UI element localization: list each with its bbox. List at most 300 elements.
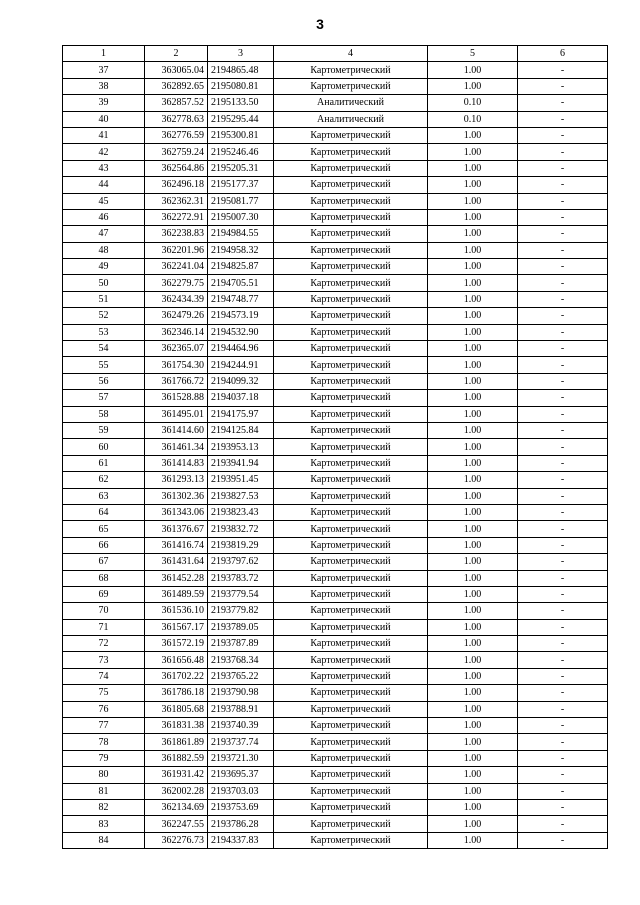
table-row (63, 832, 608, 848)
cell-coordinate-x: 362247.55 (145, 816, 208, 832)
table-row (63, 603, 608, 619)
cell-accuracy: 1.00 (428, 455, 518, 471)
cell-note: - (518, 177, 608, 193)
cell-note: - (518, 734, 608, 750)
table-row (63, 488, 608, 504)
cell-coordinate-x: 361489.59 (145, 586, 208, 602)
cell-accuracy: 1.00 (428, 242, 518, 258)
cell-coordinate-x: 362759.24 (145, 144, 208, 160)
cell-point-number: 45 (63, 193, 145, 209)
cell-method: Картометрический (274, 734, 428, 750)
cell-accuracy: 1.00 (428, 504, 518, 520)
cell-method: Картометрический (274, 373, 428, 389)
cell-note: - (518, 62, 608, 78)
header-col-6: 6 (518, 46, 608, 62)
header-col-1: 1 (63, 46, 145, 62)
cell-coordinate-y: 2194573.19 (208, 308, 274, 324)
cell-method: Картометрический (274, 570, 428, 586)
table-row (63, 62, 608, 78)
cell-note: - (518, 750, 608, 766)
table-header-row (63, 46, 608, 62)
cell-point-number: 80 (63, 767, 145, 783)
cell-coordinate-x: 362241.04 (145, 259, 208, 275)
cell-method: Картометрический (274, 488, 428, 504)
table-row (63, 472, 608, 488)
cell-coordinate-y: 2193721.30 (208, 750, 274, 766)
cell-coordinate-y: 2194125.84 (208, 422, 274, 438)
header-col-3: 3 (208, 46, 274, 62)
table-row (63, 455, 608, 471)
cell-coordinate-x: 362778.63 (145, 111, 208, 127)
cell-point-number: 71 (63, 619, 145, 635)
cell-coordinate-y: 2194099.32 (208, 373, 274, 389)
cell-coordinate-x: 362279.75 (145, 275, 208, 291)
cell-accuracy: 1.00 (428, 439, 518, 455)
cell-coordinate-x: 362479.26 (145, 308, 208, 324)
cell-point-number: 54 (63, 341, 145, 357)
cell-point-number: 59 (63, 422, 145, 438)
cell-method: Картометрический (274, 455, 428, 471)
cell-point-number: 70 (63, 603, 145, 619)
cell-accuracy: 0.10 (428, 111, 518, 127)
cell-accuracy: 1.00 (428, 78, 518, 94)
cell-note: - (518, 668, 608, 684)
cell-coordinate-y: 2193695.37 (208, 767, 274, 783)
cell-accuracy: 1.00 (428, 586, 518, 602)
cell-point-number: 63 (63, 488, 145, 504)
table-row (63, 799, 608, 815)
cell-coordinate-y: 2195080.81 (208, 78, 274, 94)
cell-method: Картометрический (274, 209, 428, 225)
cell-coordinate-y: 2194464.96 (208, 341, 274, 357)
cell-accuracy: 1.00 (428, 324, 518, 340)
cell-coordinate-x: 362857.52 (145, 95, 208, 111)
header-col-2: 2 (145, 46, 208, 62)
cell-coordinate-x: 361786.18 (145, 685, 208, 701)
cell-coordinate-x: 361702.22 (145, 668, 208, 684)
cell-coordinate-x: 361656.48 (145, 652, 208, 668)
cell-method: Аналитический (274, 95, 428, 111)
cell-point-number: 76 (63, 701, 145, 717)
cell-coordinate-x: 363065.04 (145, 62, 208, 78)
cell-accuracy: 1.00 (428, 734, 518, 750)
table-row (63, 324, 608, 340)
cell-method: Картометрический (274, 554, 428, 570)
cell-point-number: 81 (63, 783, 145, 799)
cell-coordinate-x: 361376.67 (145, 521, 208, 537)
cell-coordinate-x: 362362.31 (145, 193, 208, 209)
cell-accuracy: 1.00 (428, 472, 518, 488)
cell-coordinate-y: 2194175.97 (208, 406, 274, 422)
cell-accuracy: 1.00 (428, 357, 518, 373)
cell-coordinate-x: 361831.38 (145, 718, 208, 734)
table-row (63, 357, 608, 373)
cell-method: Картометрический (274, 259, 428, 275)
cell-point-number: 38 (63, 78, 145, 94)
table-row (63, 636, 608, 652)
cell-coordinate-y: 2193823.43 (208, 504, 274, 520)
cell-coordinate-x: 362276.73 (145, 832, 208, 848)
cell-method: Картометрический (274, 422, 428, 438)
cell-accuracy: 1.00 (428, 488, 518, 504)
cell-accuracy: 1.00 (428, 816, 518, 832)
table-row (63, 390, 608, 406)
table-row (63, 816, 608, 832)
cell-method: Картометрический (274, 226, 428, 242)
coordinates-table (62, 45, 608, 849)
cell-note: - (518, 226, 608, 242)
cell-coordinate-y: 2194958.32 (208, 242, 274, 258)
cell-coordinate-x: 361416.74 (145, 537, 208, 553)
cell-note: - (518, 193, 608, 209)
cell-method: Картометрический (274, 406, 428, 422)
cell-method: Картометрический (274, 701, 428, 717)
cell-method: Картометрический (274, 783, 428, 799)
cell-point-number: 84 (63, 832, 145, 848)
cell-coordinate-y: 2195081.77 (208, 193, 274, 209)
table-body (63, 62, 608, 849)
table-row (63, 341, 608, 357)
cell-accuracy: 1.00 (428, 767, 518, 783)
cell-point-number: 78 (63, 734, 145, 750)
cell-coordinate-x: 362346.14 (145, 324, 208, 340)
cell-accuracy: 1.00 (428, 832, 518, 848)
cell-method: Картометрический (274, 439, 428, 455)
table-row (63, 406, 608, 422)
cell-note: - (518, 619, 608, 635)
cell-coordinate-x: 362201.96 (145, 242, 208, 258)
cell-accuracy: 1.00 (428, 685, 518, 701)
cell-note: - (518, 308, 608, 324)
cell-coordinate-y: 2195295.44 (208, 111, 274, 127)
cell-accuracy: 1.00 (428, 160, 518, 176)
cell-note: - (518, 636, 608, 652)
cell-accuracy: 1.00 (428, 701, 518, 717)
cell-coordinate-x: 362776.59 (145, 127, 208, 143)
table-row (63, 504, 608, 520)
cell-point-number: 62 (63, 472, 145, 488)
cell-method: Картометрический (274, 603, 428, 619)
cell-coordinate-y: 2193765.22 (208, 668, 274, 684)
table-row (63, 209, 608, 225)
cell-coordinate-y: 2193819.29 (208, 537, 274, 553)
cell-coordinate-y: 2193779.82 (208, 603, 274, 619)
cell-note: - (518, 127, 608, 143)
cell-coordinate-y: 2195246.46 (208, 144, 274, 160)
cell-point-number: 39 (63, 95, 145, 111)
cell-coordinate-x: 361882.59 (145, 750, 208, 766)
cell-coordinate-x: 361414.83 (145, 455, 208, 471)
cell-point-number: 61 (63, 455, 145, 471)
cell-point-number: 49 (63, 259, 145, 275)
cell-method: Картометрический (274, 750, 428, 766)
header-col-4: 4 (274, 46, 428, 62)
cell-note: - (518, 144, 608, 160)
cell-method: Картометрический (274, 718, 428, 734)
cell-coordinate-x: 361343.06 (145, 504, 208, 520)
cell-method: Картометрический (274, 586, 428, 602)
cell-note: - (518, 603, 608, 619)
cell-note: - (518, 275, 608, 291)
cell-coordinate-x: 361572.19 (145, 636, 208, 652)
cell-point-number: 65 (63, 521, 145, 537)
cell-note: - (518, 832, 608, 848)
cell-accuracy: 1.00 (428, 177, 518, 193)
cell-coordinate-y: 2194984.55 (208, 226, 274, 242)
cell-method: Картометрический (274, 668, 428, 684)
cell-note: - (518, 95, 608, 111)
cell-accuracy: 1.00 (428, 390, 518, 406)
cell-method: Картометрический (274, 62, 428, 78)
cell-point-number: 64 (63, 504, 145, 520)
cell-accuracy: 1.00 (428, 783, 518, 799)
cell-point-number: 42 (63, 144, 145, 160)
cell-accuracy: 1.00 (428, 636, 518, 652)
cell-note: - (518, 242, 608, 258)
cell-coordinate-y: 2193941.94 (208, 455, 274, 471)
cell-coordinate-x: 362892.65 (145, 78, 208, 94)
cell-coordinate-x: 361528.88 (145, 390, 208, 406)
cell-coordinate-x: 362564.86 (145, 160, 208, 176)
cell-accuracy: 1.00 (428, 422, 518, 438)
table-row (63, 718, 608, 734)
table-row (63, 308, 608, 324)
cell-coordinate-x: 362238.83 (145, 226, 208, 242)
cell-accuracy: 1.00 (428, 668, 518, 684)
cell-note: - (518, 783, 608, 799)
cell-method: Картометрический (274, 341, 428, 357)
cell-accuracy: 1.00 (428, 619, 518, 635)
cell-method: Картометрический (274, 177, 428, 193)
cell-point-number: 68 (63, 570, 145, 586)
table-row (63, 144, 608, 160)
table-row (63, 521, 608, 537)
table-row (63, 160, 608, 176)
cell-point-number: 72 (63, 636, 145, 652)
cell-note: - (518, 390, 608, 406)
cell-coordinate-y: 2193787.89 (208, 636, 274, 652)
table-row (63, 652, 608, 668)
cell-coordinate-x: 362365.07 (145, 341, 208, 357)
table-row (63, 78, 608, 94)
cell-point-number: 73 (63, 652, 145, 668)
cell-method: Картометрический (274, 816, 428, 832)
table-row (63, 668, 608, 684)
table-row (63, 586, 608, 602)
cell-point-number: 41 (63, 127, 145, 143)
cell-method: Картометрический (274, 504, 428, 520)
cell-note: - (518, 324, 608, 340)
cell-point-number: 53 (63, 324, 145, 340)
cell-accuracy: 1.00 (428, 799, 518, 815)
cell-point-number: 56 (63, 373, 145, 389)
cell-method: Картометрический (274, 324, 428, 340)
cell-coordinate-x: 361931.42 (145, 767, 208, 783)
table-row (63, 226, 608, 242)
cell-point-number: 74 (63, 668, 145, 684)
cell-accuracy: 1.00 (428, 603, 518, 619)
cell-point-number: 58 (63, 406, 145, 422)
table-row (63, 734, 608, 750)
cell-coordinate-x: 362134.69 (145, 799, 208, 815)
table-row (63, 177, 608, 193)
cell-note: - (518, 816, 608, 832)
cell-accuracy: 1.00 (428, 521, 518, 537)
table-row (63, 291, 608, 307)
cell-coordinate-y: 2194705.51 (208, 275, 274, 291)
cell-method: Картометрический (274, 308, 428, 324)
cell-point-number: 75 (63, 685, 145, 701)
cell-accuracy: 1.00 (428, 406, 518, 422)
cell-method: Картометрический (274, 160, 428, 176)
cell-point-number: 82 (63, 799, 145, 815)
cell-point-number: 57 (63, 390, 145, 406)
cell-note: - (518, 537, 608, 553)
cell-coordinate-y: 2193789.05 (208, 619, 274, 635)
cell-coordinate-y: 2194337.83 (208, 832, 274, 848)
cell-method: Картометрический (274, 78, 428, 94)
cell-coordinate-x: 361861.89 (145, 734, 208, 750)
cell-accuracy: 1.00 (428, 373, 518, 389)
page-number: 3 (316, 16, 324, 32)
cell-coordinate-y: 2193753.69 (208, 799, 274, 815)
cell-coordinate-y: 2194865.48 (208, 62, 274, 78)
cell-coordinate-y: 2193790.98 (208, 685, 274, 701)
cell-point-number: 40 (63, 111, 145, 127)
cell-accuracy: 1.00 (428, 62, 518, 78)
cell-note: - (518, 373, 608, 389)
cell-coordinate-x: 361495.01 (145, 406, 208, 422)
cell-point-number: 52 (63, 308, 145, 324)
cell-accuracy: 1.00 (428, 570, 518, 586)
table-row (63, 193, 608, 209)
cell-point-number: 55 (63, 357, 145, 373)
cell-method: Картометрический (274, 291, 428, 307)
cell-note: - (518, 799, 608, 815)
header-col-5: 5 (428, 46, 518, 62)
cell-point-number: 47 (63, 226, 145, 242)
cell-method: Картометрический (274, 619, 428, 635)
cell-accuracy: 1.00 (428, 144, 518, 160)
cell-note: - (518, 291, 608, 307)
cell-coordinate-y: 2194532.90 (208, 324, 274, 340)
table-row (63, 783, 608, 799)
cell-coordinate-x: 361431.64 (145, 554, 208, 570)
cell-note: - (518, 78, 608, 94)
cell-coordinate-y: 2195007.30 (208, 209, 274, 225)
cell-method: Картометрический (274, 390, 428, 406)
cell-note: - (518, 472, 608, 488)
cell-method: Картометрический (274, 275, 428, 291)
cell-note: - (518, 439, 608, 455)
cell-note: - (518, 685, 608, 701)
cell-coordinate-y: 2193737.74 (208, 734, 274, 750)
cell-note: - (518, 406, 608, 422)
cell-point-number: 69 (63, 586, 145, 602)
cell-coordinate-y: 2194037.18 (208, 390, 274, 406)
cell-accuracy: 1.00 (428, 259, 518, 275)
cell-note: - (518, 341, 608, 357)
table-row (63, 570, 608, 586)
table-row (63, 242, 608, 258)
cell-point-number: 67 (63, 554, 145, 570)
cell-coordinate-y: 2194748.77 (208, 291, 274, 307)
cell-coordinate-y: 2193951.45 (208, 472, 274, 488)
cell-note: - (518, 570, 608, 586)
cell-point-number: 48 (63, 242, 145, 258)
cell-coordinate-x: 361754.30 (145, 357, 208, 373)
cell-note: - (518, 259, 608, 275)
cell-method: Аналитический (274, 111, 428, 127)
cell-point-number: 79 (63, 750, 145, 766)
table-row (63, 259, 608, 275)
table-row (63, 373, 608, 389)
cell-coordinate-y: 2193740.39 (208, 718, 274, 734)
cell-coordinate-y: 2193827.53 (208, 488, 274, 504)
cell-coordinate-y: 2193786.28 (208, 816, 274, 832)
cell-note: - (518, 586, 608, 602)
cell-note: - (518, 554, 608, 570)
cell-note: - (518, 357, 608, 373)
cell-note: - (518, 718, 608, 734)
cell-accuracy: 1.00 (428, 554, 518, 570)
cell-coordinate-x: 361461.34 (145, 439, 208, 455)
cell-point-number: 83 (63, 816, 145, 832)
cell-note: - (518, 521, 608, 537)
cell-coordinate-y: 2193703.03 (208, 783, 274, 799)
table-row (63, 701, 608, 717)
cell-accuracy: 1.00 (428, 127, 518, 143)
cell-coordinate-x: 362272.91 (145, 209, 208, 225)
cell-method: Картометрический (274, 652, 428, 668)
cell-note: - (518, 422, 608, 438)
cell-method: Картометрический (274, 636, 428, 652)
cell-note: - (518, 488, 608, 504)
cell-coordinate-y: 2195133.50 (208, 95, 274, 111)
cell-accuracy: 1.00 (428, 652, 518, 668)
table-row (63, 554, 608, 570)
cell-point-number: 43 (63, 160, 145, 176)
cell-coordinate-y: 2193779.54 (208, 586, 274, 602)
cell-coordinate-y: 2194825.87 (208, 259, 274, 275)
cell-point-number: 77 (63, 718, 145, 734)
cell-accuracy: 1.00 (428, 275, 518, 291)
cell-note: - (518, 652, 608, 668)
cell-note: - (518, 209, 608, 225)
cell-coordinate-y: 2195205.31 (208, 160, 274, 176)
cell-method: Картометрический (274, 472, 428, 488)
cell-coordinate-x: 361302.36 (145, 488, 208, 504)
cell-method: Картометрический (274, 832, 428, 848)
cell-accuracy: 1.00 (428, 718, 518, 734)
table-row (63, 127, 608, 143)
cell-coordinate-y: 2195300.81 (208, 127, 274, 143)
cell-accuracy: 1.00 (428, 291, 518, 307)
table-row (63, 95, 608, 111)
cell-coordinate-x: 361766.72 (145, 373, 208, 389)
cell-coordinate-x: 361805.68 (145, 701, 208, 717)
cell-point-number: 51 (63, 291, 145, 307)
cell-coordinate-x: 361293.13 (145, 472, 208, 488)
cell-coordinate-x: 361452.28 (145, 570, 208, 586)
cell-method: Картометрический (274, 767, 428, 783)
table-row (63, 619, 608, 635)
cell-method: Картометрический (274, 144, 428, 160)
cell-note: - (518, 111, 608, 127)
cell-coordinate-x: 362434.39 (145, 291, 208, 307)
cell-coordinate-x: 361414.60 (145, 422, 208, 438)
cell-accuracy: 1.00 (428, 226, 518, 242)
